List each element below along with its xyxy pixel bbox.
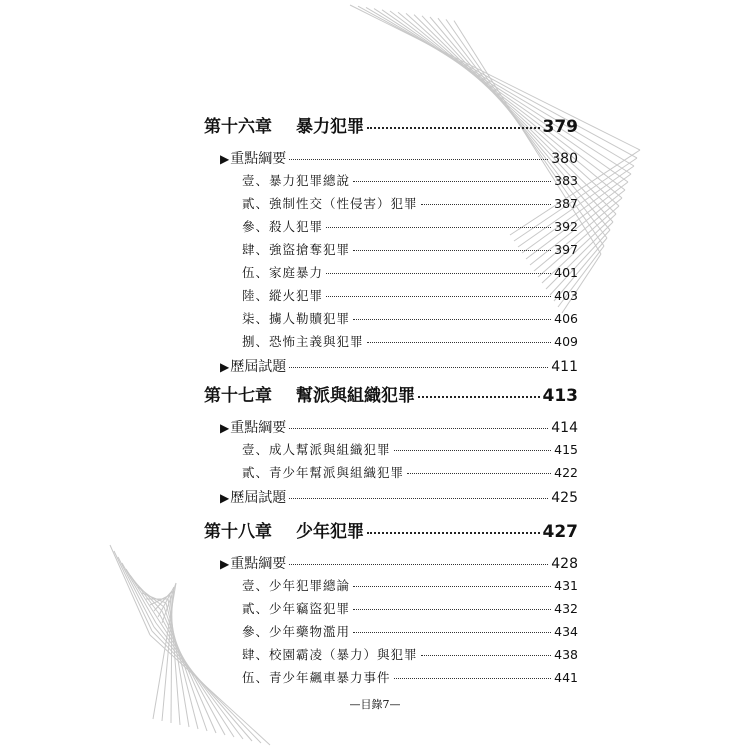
toc-section — [220, 487, 578, 507]
toc-item — [242, 599, 578, 617]
page-number: 428 — [551, 556, 578, 572]
item-title: 柒、擄人勒贖犯罪 — [242, 311, 351, 326]
page-number: 411 — [551, 359, 578, 375]
toc-item — [242, 622, 578, 640]
page-number: 379 — [542, 117, 578, 137]
item-title: 伍、家庭暴力 — [242, 265, 324, 280]
dot-leader — [367, 532, 540, 534]
chapter-number: 第十六章 — [204, 117, 272, 137]
section-title: 重點綱要 — [230, 420, 287, 436]
dot-leader — [353, 609, 551, 610]
page-number: 415 — [554, 442, 578, 457]
dot-leader — [289, 498, 548, 499]
dot-leader — [326, 273, 551, 274]
dot-leader — [353, 181, 551, 182]
page-number: 427 — [542, 522, 578, 542]
item-title: 貳、強制性交（性侵害）犯罪 — [242, 196, 418, 211]
toc-section — [220, 148, 578, 168]
dot-leader — [421, 655, 552, 656]
triangle-right-icon: ▶ — [220, 421, 230, 435]
dot-leader — [367, 342, 552, 343]
page-number: 414 — [551, 420, 578, 436]
item-title: 參、殺人犯罪 — [242, 219, 324, 234]
item-title: 參、少年藥物濫用 — [242, 624, 351, 639]
chapter-number: 第十七章 — [204, 386, 272, 406]
toc-item — [242, 440, 578, 458]
toc-item — [242, 263, 578, 281]
item-title: 壹、成人幫派與組織犯罪 — [242, 442, 391, 457]
page-number: 383 — [554, 173, 578, 188]
item-title: 肆、強盜搶奪犯罪 — [242, 242, 351, 257]
page-number: 392 — [554, 219, 578, 234]
item-title: 陸、縱火犯罪 — [242, 288, 324, 303]
triangle-right-icon: ▶ — [220, 557, 230, 571]
item-title: 壹、少年犯罪總論 — [242, 578, 351, 593]
dot-leader — [326, 296, 551, 297]
toc-section — [220, 417, 578, 437]
dot-leader — [353, 250, 551, 251]
toc-item — [242, 286, 578, 304]
item-title: 捌、恐怖主義與犯罪 — [242, 334, 364, 349]
toc-item — [242, 309, 578, 327]
toc-section — [220, 356, 578, 376]
toc-item — [242, 217, 578, 235]
toc-chapter — [204, 381, 578, 406]
toc-item — [242, 463, 578, 481]
dot-leader — [418, 396, 540, 398]
page-footer: —目錄7— — [349, 698, 401, 711]
chapter-title: 暴力犯罪 — [296, 117, 364, 137]
toc-item — [242, 645, 578, 663]
toc-item — [242, 332, 578, 350]
triangle-right-icon: ▶ — [220, 152, 230, 166]
dot-leader — [326, 227, 551, 228]
item-title: 貳、青少年幫派與組織犯罪 — [242, 465, 405, 480]
page-number: 431 — [554, 578, 578, 593]
toc-item — [242, 194, 578, 212]
dot-leader — [367, 127, 540, 129]
section-title: 歷屆試題 — [230, 359, 287, 375]
toc-item — [242, 171, 578, 189]
page-number: 406 — [554, 311, 578, 326]
item-title: 貳、少年竊盜犯罪 — [242, 601, 351, 616]
dot-leader — [421, 204, 552, 205]
section-title: 歷屆試題 — [230, 490, 287, 506]
toc-chapter — [204, 112, 578, 137]
triangle-right-icon: ▶ — [220, 491, 230, 505]
page-number: 425 — [551, 490, 578, 506]
page-number: 387 — [554, 196, 578, 211]
dot-leader — [289, 428, 548, 429]
toc-section — [220, 553, 578, 573]
chapter-title: 幫派與組織犯罪 — [296, 386, 415, 406]
triangle-right-icon: ▶ — [220, 360, 230, 374]
item-title: 肆、校園霸凌（暴力）與犯罪 — [242, 647, 418, 662]
item-title: 伍、青少年飆車暴力事件 — [242, 670, 391, 685]
section-title: 重點綱要 — [230, 151, 287, 167]
page-number: 409 — [554, 334, 578, 349]
chapter-title: 少年犯罪 — [296, 522, 364, 542]
dot-leader — [394, 450, 552, 451]
dot-leader — [353, 586, 551, 587]
page-number: 401 — [554, 265, 578, 280]
page-number: 413 — [542, 386, 578, 406]
page-number: 434 — [554, 624, 578, 639]
page-number: 441 — [554, 670, 578, 685]
page-number: 380 — [551, 151, 578, 167]
dot-leader — [407, 473, 551, 474]
dot-leader — [353, 632, 551, 633]
dot-leader — [289, 367, 548, 368]
toc-item — [242, 240, 578, 258]
page-number: 403 — [554, 288, 578, 303]
dot-leader — [289, 159, 548, 160]
toc-item — [242, 576, 578, 594]
dot-leader — [353, 319, 551, 320]
page-number: 438 — [554, 647, 578, 662]
page-number: 397 — [554, 242, 578, 257]
dot-leader — [394, 678, 552, 679]
item-title: 壹、暴力犯罪總說 — [242, 173, 351, 188]
page-number: 432 — [554, 601, 578, 616]
toc-chapter — [204, 517, 578, 542]
dot-leader — [289, 564, 548, 565]
section-title: 重點綱要 — [230, 556, 287, 572]
toc-item — [242, 668, 578, 686]
page-number: 422 — [554, 465, 578, 480]
chapter-number: 第十八章 — [204, 522, 272, 542]
